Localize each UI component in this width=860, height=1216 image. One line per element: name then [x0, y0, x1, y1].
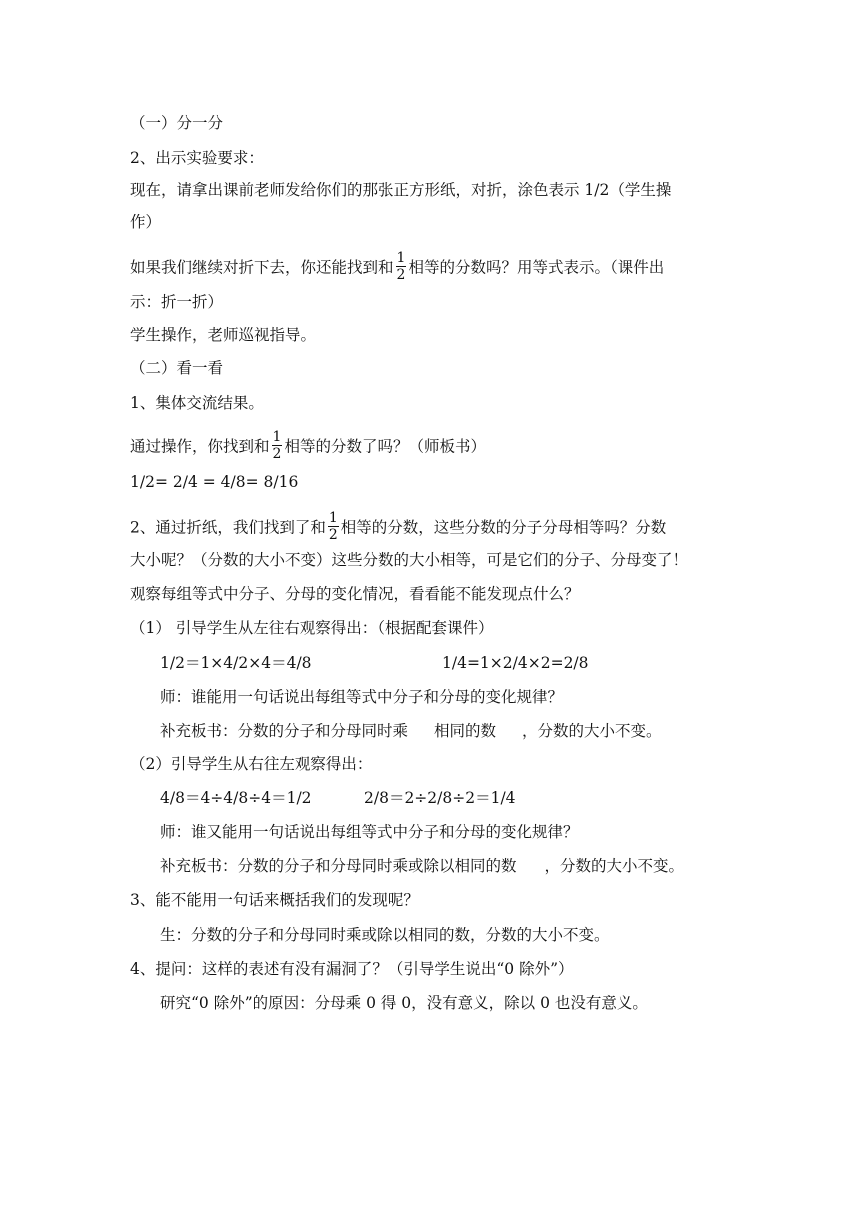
text-segment: 相同的数	[434, 722, 497, 740]
item-4-heading: 4、提问：这样的表述有没有漏洞了？（引导学生说出“0 除外”）	[130, 960, 574, 978]
sub-heading-1: （1） 引导学生从左往右观察得出：（根据配套课件）	[130, 619, 494, 637]
board-note	[160, 856, 684, 876]
text-segment: 补充板书：分数的分子和分母同时乘	[160, 722, 409, 740]
fraction-denominator: 2	[272, 446, 282, 462]
item-3-heading: 3、能不能用一句话来概括我们的发现呢？	[130, 891, 419, 909]
paragraph-line: 示：折一折）	[130, 293, 224, 311]
text-segment: 通过操作，你找到和	[130, 437, 270, 456]
sub-heading-2: （2）引导学生从右往左观察得出：	[130, 755, 373, 773]
fraction-numerator: 1	[272, 429, 282, 445]
equation-left: 1/2＝1×4/2×4＝4/8	[160, 654, 312, 672]
board-note	[160, 721, 662, 741]
item-1-heading: 1、集体交流结果。	[130, 394, 264, 412]
fraction-one-half	[328, 510, 339, 543]
section-heading-1: （一）分一分	[130, 114, 224, 132]
section-heading-2: （二）看一看	[130, 359, 224, 377]
paragraph-line	[130, 252, 664, 285]
text-segment: ，分数的大小不变。	[544, 857, 685, 875]
paragraph-line: 观察每组等式中分子、分母的变化情况，看看能不能发现点什么？	[130, 585, 580, 603]
student-answer: 生：分数的分子和分母同时乘或除以相同的数，分数的大小不变。	[160, 926, 610, 944]
equation-line: 1/2= 2/4 = 4/8= 8/16	[130, 473, 299, 491]
fraction-numerator: 1	[328, 510, 338, 526]
paragraph-line: 大小呢？（分数的大小不变）这些分数的大小相等，可是它们的分子、分母变了！	[130, 551, 689, 569]
fraction-denominator: 2	[328, 527, 338, 543]
fraction-numerator: 1	[396, 250, 406, 266]
text-segment: 相等的分数了吗？（师板书）	[284, 437, 486, 456]
text-segment: 相等的分数吗？用等式表示。（课件出	[408, 258, 665, 277]
paragraph-line: 现在，请拿出课前老师发给你们的那张正方形纸，对折，涂色表示 1/2（学生操	[130, 181, 672, 199]
paragraph-line: 作）	[130, 213, 162, 231]
fraction-one-half	[272, 429, 283, 462]
equation-left: 4/8＝4÷4/8÷4＝1/2	[160, 789, 312, 807]
teacher-question: 师：谁又能用一句话说出每组等式中分子和分母的变化规律？	[160, 823, 579, 841]
paragraph-line: 学生操作，老师巡视指导。	[130, 326, 317, 344]
text-segment: ，分数的大小不变。	[522, 722, 662, 740]
text-segment: 补充板书：分数的分子和分母同时乘或除以相同的数	[160, 857, 517, 875]
item-2-paragraph	[130, 512, 666, 545]
text-segment: 2、通过折纸，我们找到了和	[130, 518, 326, 537]
fraction-one-half	[396, 250, 407, 283]
text-segment: 如果我们继续对折下去，你还能找到和	[130, 258, 394, 277]
text-segment: 相等的分数，这些分数的分子分母相等吗？分数	[340, 518, 667, 537]
teacher-question: 师：谁能用一句话说出每组等式中分子和分母的变化规律？	[160, 688, 564, 706]
equation-right: 2/8＝2÷2/8÷2＝1/4	[364, 789, 516, 807]
fraction-denominator: 2	[396, 267, 406, 283]
reason-note: 研究“0 除外”的原因：分母乘 0 得 0，没有意义，除以 0 也没有意义。	[160, 994, 648, 1012]
equation-right: 1/4=1×2/4×2=2/8	[442, 654, 589, 672]
paragraph-line	[130, 431, 486, 464]
item-2-heading: 2、出示实验要求：	[130, 149, 264, 167]
